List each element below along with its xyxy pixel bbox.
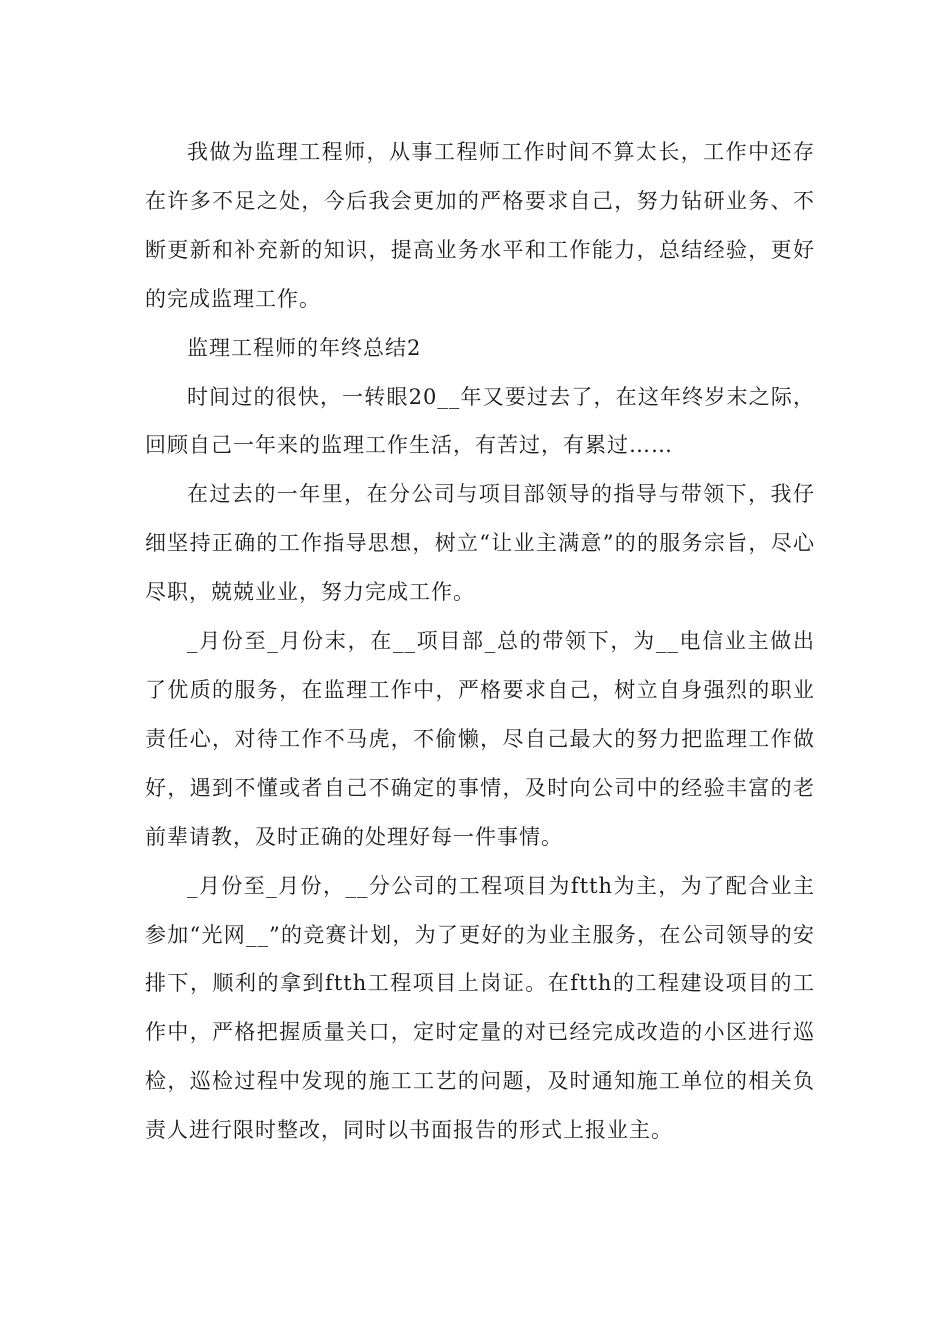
- document-body: [145, 128, 815, 1155]
- paragraph-3: 在过去的一年里，在分公司与项目部领导的指导与带领下，我仔细坚持正确的工作指导思想，树立“让业主满意”的的服务宗旨，尽心尽职，兢兢业业，努力完成工作。: [145, 482, 815, 605]
- paragraph-4: _月份至_月份末，在__项目部_总的带领下，为__电信业主做出了优质的服务，在监理工作中，严格要求自己，树立自身强烈的职业责任心，对待工作不马虎，不偷懒，尽自己最大的努力把监理工作做好，遇到不懂或者自己不确定的事情，及时向公司中的经验丰富的老前辈请教，及时正确的处理好每一件事情。: [145, 629, 815, 849]
- section-heading: 监理工程师的年终总结2: [187, 335, 422, 360]
- paragraph-1: 我做为监理工程师，从事工程师工作时间不算太长，工作中还存在许多不足之处，今后我会更加的严格要求自己，努力钻研业务、不断更新和补充新的知识，提高业务水平和工作能力，总结经验，更好的完成监理工作。: [145, 140, 815, 311]
- paragraph-2: 时间过的很快，一转眼20__年又要过去了，在这年终岁末之际，回顾自己一年来的监理工作生活，有苦过，有累过……: [145, 384, 815, 458]
- paragraph-5: _月份至_月份，__分公司的工程项目为ftth为主，为了配合业主参加“光网__”的竞赛计划，为了更好的为业主服务，在公司领导的安排下，顺利的拿到ftth工程项目上岗证。在ftth的工程建设项目的工作中，严格把握质量关口，定时定量的对已经完成改造的小区进行巡检，巡检过程中发现的施工工艺的问题，及时通知施工单位的相关负责人进行限时整改，同时以书面报告的形式上报业主。: [145, 873, 815, 1143]
